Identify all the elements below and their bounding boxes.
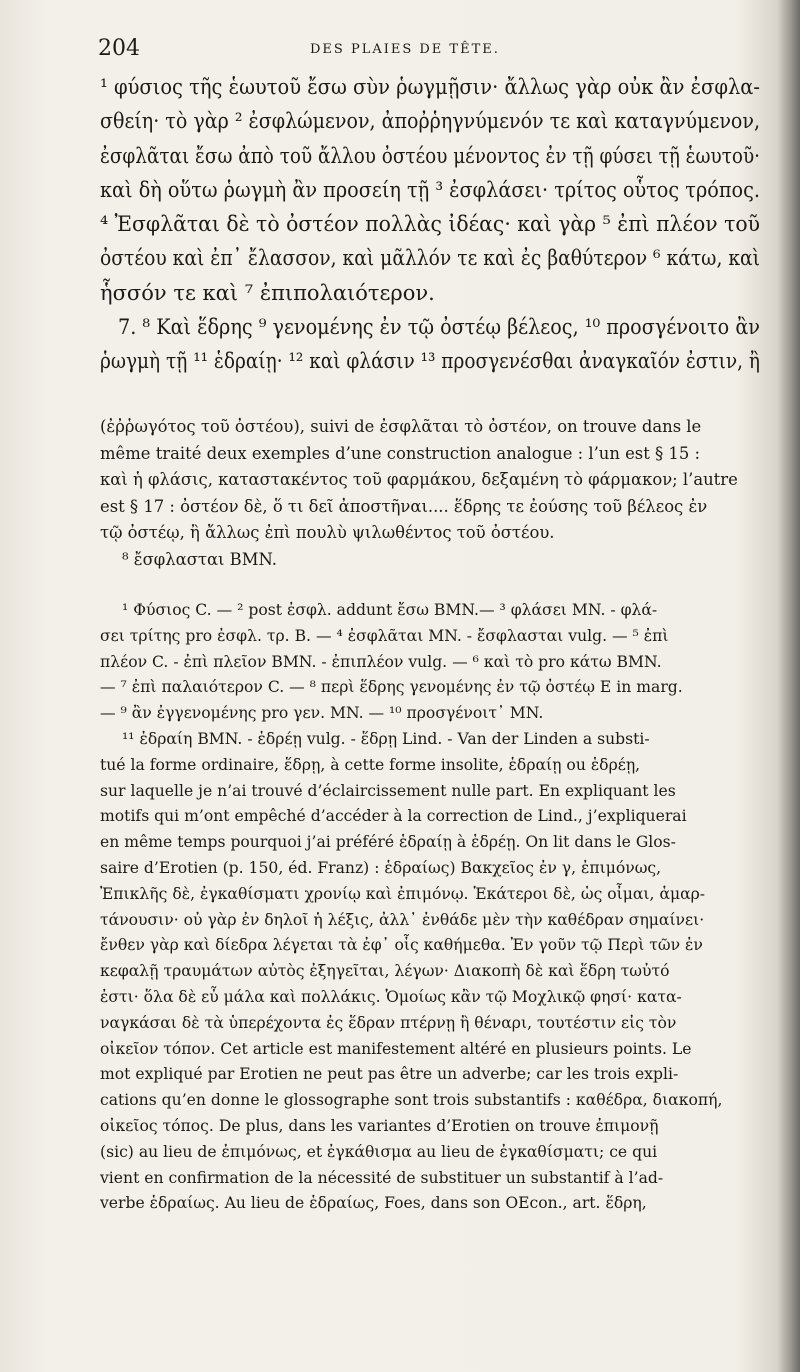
page-header (98, 36, 748, 66)
footnotes-variants (100, 598, 760, 1217)
note-line: mot expliqué par Erotien ne peut pas être un adverbe; car les trois expli- (100, 1065, 679, 1084)
note-line: sur laquelle je n’ai trouvé d’éclaircissement nulle part. En expliquant les (100, 781, 676, 800)
note-line: ἐστι· ὅλα δὲ εὖ μάλα καὶ πολλάκις. Ὁμοίως κἂν τῷ Μοχλικῷ φησί· κατα- (100, 987, 682, 1006)
note-line: ¹¹ ἑδραίη BMN. - ἑδρέῃ vulg. - ἕδρῃ Lind. - Van der Linden a substi- (122, 729, 650, 748)
greek-text-block (100, 70, 760, 379)
text-line: ¹ φύσιος τῆς ἑωυτοῦ ἔσω σὺν ῥωγμῇσιν· ἄλλως γὰρ οὐκ ἂν ἐσφλα- (100, 75, 761, 99)
text-line: καὶ δὴ οὕτω ῥωγμὴ ἂν προσείη τῇ ³ ἐσφλάσει· τρίτος οὗτος τρόπος. (100, 177, 760, 202)
note-line: πλέον C. - ἐπὶ πλεῖον BMN. - ἐπιπλέον vulg. — ⁶ καὶ τὸ pro κάτω BMN. (100, 652, 662, 671)
note-line: οἰκεῖον τόπον. Cet article est manifestement altéré en plusieurs points. Le (100, 1039, 692, 1058)
note-line: ¹ Φύσιος C. — ² post ἐσφλ. addunt ἔσω BMN.— ³ φλάσει MN. - φλά- (122, 601, 658, 619)
page-binding-shadow (778, 0, 800, 1372)
note-line: tué la forme ordinaire, ἕδρῃ, à cette forme insolite, ἑδραίῃ ou ἑδρέῃ, (100, 755, 641, 774)
footnotes-commentary (100, 414, 760, 573)
note-line: τάνουσιν· οὐ γὰρ ἐν δηλοῖ ἡ λέξις, ἀλλ᾽ ἐνθάδε μὲν τὴν καθέδραν σημαίνει· (100, 910, 705, 929)
text-line: σθείη· τὸ γὰρ ² ἐσφλώμενον, ἀποῤῥηγνύμενόν τε καὶ καταγνύμενον, (100, 109, 761, 134)
note-line: en même temps pourquoi j’ai préféré ἑδραίῃ à ἑδρέῃ. On lit dans le Glos- (100, 833, 676, 852)
text-line: ⁴ Ἐσφλᾶται δὲ τὸ ὀστέον πολλὰς ἰδέας· καὶ γὰρ ⁵ ἐπὶ πλέον τοῦ (100, 212, 761, 237)
note-line: même traité deux exemples d’une construction analogue : l’un est § 15 : (100, 443, 701, 463)
note-line: est § 17 : ὀστέον δὲ, ὅ τι δεῖ ἀποστῆναι.... ἕδρης τε ἐούσης τοῦ βέλεος ἐν (100, 496, 708, 516)
text-line: 7. ⁸ Καὶ ἕδρης ⁹ γενομένης ἐν τῷ ὀστέῳ βέλεος, ¹⁰ προσγένοιτο ἂν (118, 315, 760, 340)
note-line: ναγκάσαι δὲ τὰ ὑπερέχοντα ἐς ἕδραν πτέρνῃ ἢ θέναρι, τουτέστιν εἰς τὸν (100, 1013, 677, 1032)
note-line: saire d’Erotien (p. 150, éd. Franz) : ἑδραίως) Βακχεῖος ἐν γ, ἐπιμόνως, (100, 858, 662, 877)
note-line: ἔνθεν γὰρ καὶ δίεδρα λέγεται τὰ ἐφ᾽ οἷς καθήμεθα. Ἐν γοῦν τῷ Περὶ τῶν ἐν (100, 936, 703, 955)
note-line: motifs qui m’ont empêché d’accéder à la correction de Lind., j’expliquerai (100, 807, 687, 826)
note-line: — ⁷ ἐπὶ παλαιότερον C. — ⁸ περὶ ἕδρης γενομένης ἐν τῷ ὀστέῳ E in marg. (100, 678, 683, 697)
page-number: 204 (98, 36, 140, 61)
note-line: cations qu’en donne le glossographe sont trois substantifs : καθέδρα, διακοπή, (100, 1091, 723, 1110)
note-line: ⁸ ἔσφλασται BMN. (122, 549, 277, 569)
text-line: ῥωγμὴ τῇ ¹¹ ἑδραίῃ· ¹² καὶ φλάσιν ¹³ προσγενέσθαι ἀναγκαῖόν ἐστιν, ἢ (100, 349, 761, 374)
text-line: ὀστέου καὶ ἐπ᾽ ἔλασσον, καὶ μᾶλλόν τε καὶ ἐς βαθύτερον ⁶ κάτω, καὶ (100, 246, 761, 271)
note-line: vient en confirmation de la nécessité de substituer un substantif à l’ad- (100, 1168, 664, 1187)
note-line: τῷ ὀστέῳ, ἢ ἄλλως ἐπὶ πουλὺ ψιλωθέντος τοῦ ὀστέου. (100, 523, 555, 542)
note-line: σει τρίτης pro ἐσφλ. τρ. B. — ⁴ ἐσφλᾶται MN. - ἔσφλασται vulg. — ⁵ ἐπὶ (100, 626, 669, 645)
note-line: (ἐῤῥωγότος τοῦ ὀστέου), suivi de ἐσφλᾶται τὸ ὀστέον, on trouve dans le (100, 417, 702, 436)
text-line: ἧσσόν τε καὶ ⁷ ἐπιπολαιότερον. (100, 280, 435, 305)
note-line: — ⁹ ἂν ἐγγενομένης pro γεν. MN. — ¹⁰ προσγένοιτ᾽ MN. (100, 704, 544, 723)
note-line: Ἐπικλῆς δὲ, ἐγκαθίσματι χρονίῳ καὶ ἐπιμόνῳ. Ἑκάτεροι δὲ, ὡς οἶμαι, ἁμαρ- (100, 884, 706, 903)
running-head: DES PLAIES DE TÊTE. (310, 42, 500, 57)
note-line: οἰκεῖος τόπος. De plus, dans les variantes d’Erotien on trouve ἐπιμονῇ (100, 1116, 659, 1135)
note-line: καὶ ἡ φλάσις, καταστακέντος τοῦ φαρμάκου, δεξαμένη τὸ φάρμακον; l’autre (100, 470, 738, 489)
text-line: ἐσφλᾶται ἔσω ἀπὸ τοῦ ἄλλου ὀστέου μένοντος ἐν τῇ φύσει τῇ ἑωυτοῦ· (100, 143, 761, 168)
note-line: verbe ἑδραίως. Au lieu de ἑδραίως, Foes, dans son OEcon., art. ἕδρη, (100, 1194, 647, 1213)
note-line: (sic) au lieu de ἐπιμόνως, et ἐγκάθισμα au lieu de ἐγκαθίσματι; ce qui (100, 1142, 658, 1161)
note-line: κεφαλῇ τραυμάτων αὐτὸς ἐξηγεῖται, λέγων· Διακοπὴ δὲ καὶ ἕδρη τωὐτό (100, 962, 670, 981)
